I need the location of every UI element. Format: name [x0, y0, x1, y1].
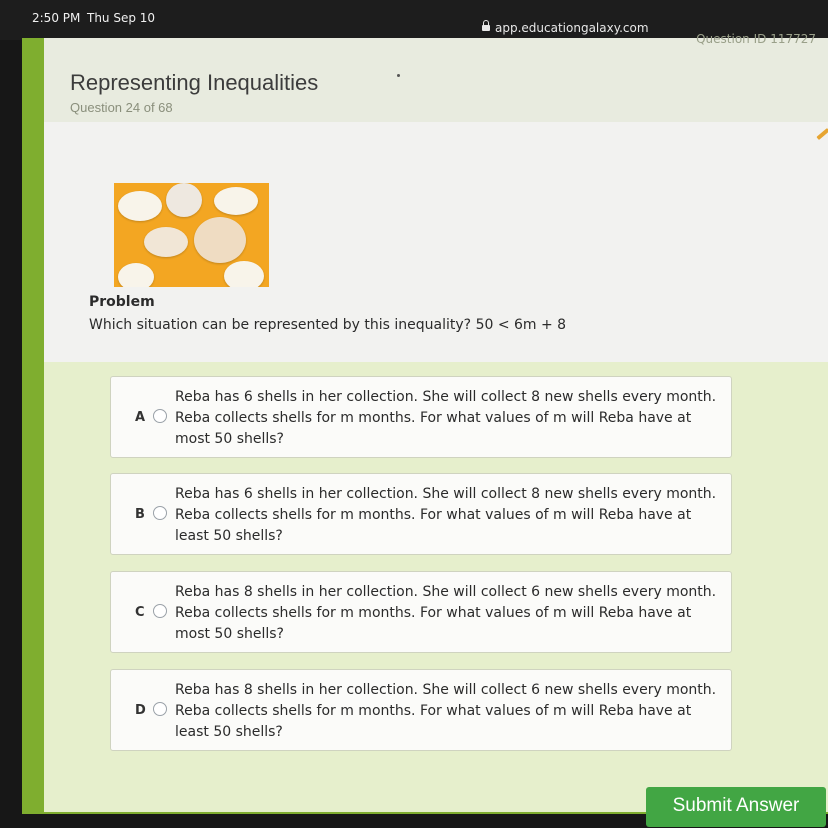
choice-letter: A: [135, 410, 146, 425]
lesson-header: [44, 32, 828, 122]
choice-text: Reba has 6 shells in her collection. She will collect 8 new shells every month. Reba collects shells for m months. For what values of m will Reba have at most 50 shells?: [175, 389, 717, 447]
choice-letter: B: [135, 507, 145, 522]
address-bar[interactable]: [482, 21, 649, 35]
pencil-icon[interactable]: [816, 128, 828, 140]
choice-text: Reba has 8 shells in her collection. She will collect 6 new shells every month. Reba collects shells for m months. For what values of m will Reba have at least 50 shells?: [175, 682, 717, 740]
status-time: 2:50 PM: [32, 11, 81, 25]
answer-choice-a[interactable]: [110, 376, 732, 458]
answer-choice-c[interactable]: [110, 571, 732, 653]
problem-label: Problem: [89, 294, 155, 310]
radio-button-c[interactable]: [153, 604, 167, 618]
question-id: Question ID 117727: [696, 32, 816, 46]
submit-answer-button[interactable]: Submit Answer: [646, 787, 826, 827]
choice-text: Reba has 8 shells in her collection. She will collect 6 new shells every month. Reba collects shells for m months. For what values of m will Reba have at most 50 shells?: [175, 584, 717, 642]
problem-text: Which situation can be represented by this inequality? 50 < 6m + 8: [89, 317, 567, 333]
choice-text: Reba has 6 shells in her collection. She will collect 8 new shells every month. Reba collects shells for m months. For what values of m will Reba have at least 50 shells?: [175, 486, 717, 544]
page-title: Representing Inequalities: [70, 70, 319, 95]
problem-area: [44, 122, 828, 362]
radio-button-b[interactable]: [153, 506, 167, 520]
url-text: app.educationgalaxy.com: [495, 21, 649, 35]
lock-icon: [482, 25, 490, 31]
answer-choice-d[interactable]: [110, 669, 732, 751]
radio-button-a[interactable]: [153, 409, 167, 423]
decorative-dot: [397, 74, 400, 77]
seashells-image: [114, 183, 269, 287]
answer-choice-b[interactable]: [110, 473, 732, 555]
choice-letter: D: [135, 703, 146, 718]
question-counter: Question 24 of 68: [70, 100, 173, 115]
question-content: [44, 122, 828, 816]
status-date: Thu Sep 10: [87, 11, 156, 25]
choice-letter: C: [135, 605, 145, 620]
radio-button-d[interactable]: [153, 702, 167, 716]
app-screen: [22, 32, 828, 816]
